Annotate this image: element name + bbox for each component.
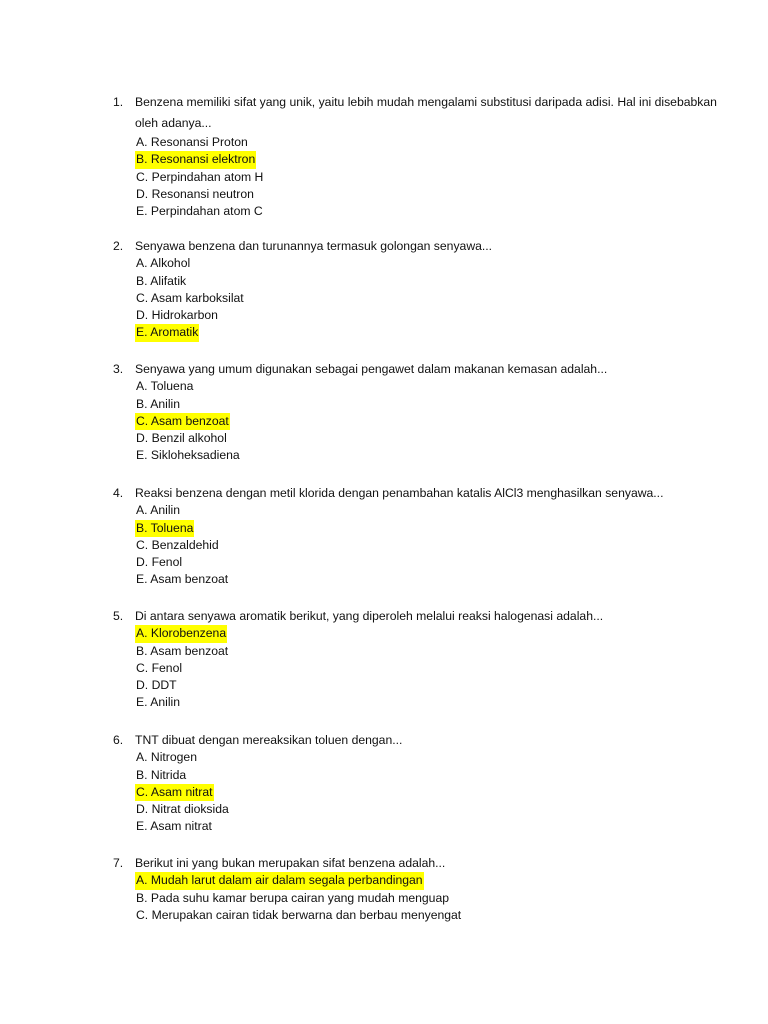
option-item <box>135 447 733 464</box>
option-item <box>135 537 733 554</box>
option-item <box>135 396 733 413</box>
question-text: Senyawa benzena dan turunannya termasuk golongan senyawa... <box>135 239 493 253</box>
option-list <box>135 255 733 341</box>
option-text: B. Anilin <box>136 396 181 411</box>
option-item <box>135 273 733 290</box>
option-item <box>135 571 733 588</box>
option-list <box>135 749 733 835</box>
option-text: C. Asam karboksilat <box>136 290 244 305</box>
option-text: A. Nitrogen <box>136 750 197 765</box>
option-text-highlighted: A. Klorobenzena <box>135 625 227 642</box>
question-6 <box>113 732 733 836</box>
option-text: D. Resonansi neutron <box>136 186 254 201</box>
option-text: D. Nitrat dioksida <box>136 802 229 817</box>
question-text: Di antara senyawa aromatik berikut, yang diperoleh melalui reaksi halogenasi adalah... <box>135 609 604 623</box>
option-item-correct <box>135 324 733 341</box>
option-item <box>135 502 733 519</box>
option-text: B. Asam benzoat <box>136 643 229 658</box>
option-item-correct <box>135 625 733 642</box>
question-2 <box>113 238 733 342</box>
option-item <box>135 660 733 677</box>
option-text: B. Nitrida <box>136 767 187 782</box>
option-text: D. DDT <box>136 678 177 693</box>
question-number: 6. <box>113 733 124 747</box>
option-item <box>135 767 733 784</box>
option-list <box>135 625 733 711</box>
question-number: 7. <box>113 856 124 870</box>
option-item <box>135 203 733 220</box>
option-text-highlighted: E. Aromatik <box>135 324 199 341</box>
option-text: E. Asam benzoat <box>136 572 229 587</box>
option-item <box>135 694 733 711</box>
option-list <box>135 134 733 220</box>
question-1 <box>113 94 733 220</box>
option-text-highlighted: C. Asam benzoat <box>135 413 230 430</box>
question-number: 3. <box>113 362 124 376</box>
option-item <box>135 290 733 307</box>
option-text: C. Perpindahan atom H <box>136 169 264 184</box>
option-item <box>135 818 733 835</box>
option-list <box>135 502 733 588</box>
question-text: Berikut ini yang bukan merupakan sifat benzena adalah... <box>135 856 446 870</box>
option-item <box>135 749 733 766</box>
option-text: C. Benzaldehid <box>136 537 219 552</box>
option-item <box>135 801 733 818</box>
option-text: E. Anilin <box>136 695 181 710</box>
option-item <box>135 307 733 324</box>
option-text: B. Pada suhu kamar berupa cairan yang mudah menguap <box>136 890 450 905</box>
option-text-highlighted: C. Asam nitrat <box>135 784 214 801</box>
question-4 <box>113 485 733 589</box>
question-7 <box>113 855 733 924</box>
option-item-correct <box>135 784 733 801</box>
question-number: 4. <box>113 486 124 500</box>
question-text: TNT dibuat dengan mereaksikan toluen dengan... <box>135 733 403 747</box>
option-text: B. Alifatik <box>136 273 187 288</box>
option-item <box>135 907 733 924</box>
question-number: 5. <box>113 609 124 623</box>
option-item <box>135 677 733 694</box>
option-item <box>135 378 733 395</box>
question-text: Reaksi benzena dengan metil klorida dengan penambahan katalis AlCl3 menghasilkan senyawa... <box>135 486 664 500</box>
option-text: D. Benzil alkohol <box>136 431 227 446</box>
option-item-correct <box>135 520 733 537</box>
question-number: 2. <box>113 239 124 253</box>
option-item-correct <box>135 872 733 889</box>
option-text: A. Toluena <box>136 379 194 394</box>
option-text: D. Fenol <box>136 555 183 570</box>
question-5 <box>113 608 733 712</box>
option-list <box>135 378 733 464</box>
option-item <box>135 430 733 447</box>
option-item <box>135 134 733 151</box>
option-list <box>135 872 733 924</box>
option-item <box>135 890 733 907</box>
option-text: C. Fenol <box>136 660 183 675</box>
option-text: A. Anilin <box>136 503 181 518</box>
option-item <box>135 554 733 571</box>
option-text: E. Sikloheksadiena <box>136 448 240 463</box>
question-text: Senyawa yang umum digunakan sebagai pengawet dalam makanan kemasan adalah... <box>135 362 608 376</box>
option-text: E. Perpindahan atom C <box>136 204 263 219</box>
question-3 <box>113 361 733 465</box>
question-text: Benzena memiliki sifat yang unik, yaitu lebih mudah mengalami substitusi daripada adisi. Hal ini disebabkan oleh adanya... <box>135 95 717 130</box>
option-text: E. Asam nitrat <box>136 819 212 834</box>
option-text: A. Resonansi Proton <box>136 135 248 149</box>
option-text: A. Alkohol <box>136 256 191 271</box>
option-text: D. Hidrokarbon <box>136 308 218 323</box>
option-item <box>135 186 733 203</box>
option-text-highlighted: B. Toluena <box>135 520 194 537</box>
question-number: 1. <box>113 95 124 109</box>
option-text-highlighted: A. Mudah larut dalam air dalam segala perbandingan <box>135 872 424 889</box>
option-text: C. Merupakan cairan tidak berwarna dan berbau menyengat <box>136 907 462 922</box>
option-item <box>135 169 733 186</box>
option-text-highlighted: B. Resonansi elektron <box>135 151 256 168</box>
option-item-correct <box>135 151 733 168</box>
option-item <box>135 255 733 272</box>
option-item <box>135 643 733 660</box>
option-item-correct <box>135 413 733 430</box>
